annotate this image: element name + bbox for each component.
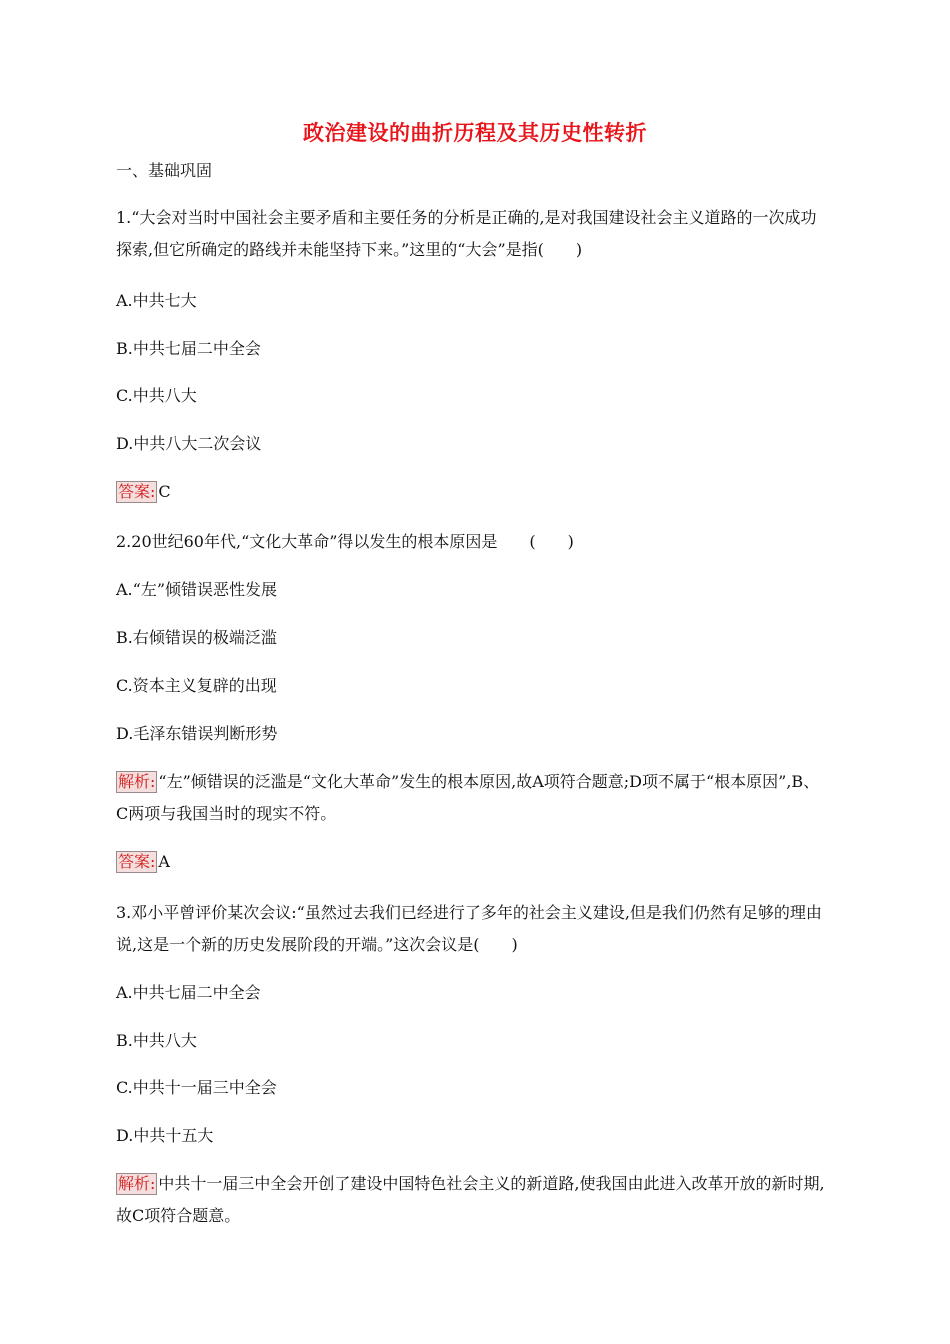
question-2-analysis: [116, 766, 828, 830]
answer-tag: 答案:: [118, 482, 156, 501]
question-2-stem: 2.20世纪60年代,“文化大革命”得以发生的根本原因是 ( ): [116, 532, 574, 551]
question-1-option-a: A.中共七大: [116, 291, 197, 310]
analysis-text: “左”倾错误的泛滥是“文化大革命”发生的根本原因,故A项符合题意;D项不属于“根本原因”,B、C两项与我国当时的现实不符。: [116, 772, 820, 823]
question-1-option-d: D.中共八大二次会议: [116, 434, 262, 453]
question-2-option-d: D.毛泽东错误判断形势: [116, 724, 278, 743]
answer-value: A: [158, 852, 170, 871]
question-2-option-b: B.右倾错误的极端泛滥: [116, 628, 277, 647]
answer-value: C: [158, 482, 171, 501]
question-3-stem: 3.邓小平曾评价某次会议:“虽然过去我们已经进行了多年的社会主义建设,但是我们仍然有足够的理由说,这是一个新的历史发展阶段的开端。”这次会议是( ): [116, 903, 822, 954]
analysis-tag: 解析:: [118, 772, 156, 791]
question-3-analysis: [116, 1168, 828, 1232]
question-3-option-c: C.中共十一届三中全会: [116, 1078, 277, 1097]
question-1-option-c: C.中共八大: [116, 386, 197, 405]
question-2-option-a: A.“左”倾错误恶性发展: [116, 580, 278, 599]
answer-tag: 答案:: [118, 852, 156, 871]
analysis-tag: 解析:: [118, 1174, 156, 1193]
question-3-option-d: D.中共十五大: [116, 1126, 214, 1145]
question-2-option-c: C.资本主义复辟的出现: [116, 676, 277, 695]
question-3-option-a: A.中共七届二中全会: [116, 983, 261, 1002]
question-1-answer: [116, 476, 836, 508]
question-2-answer: [116, 846, 836, 878]
analysis-text: 中共十一届三中全会开创了建设中国特色社会主义的新道路,使我国由此进入改革开放的新时期,故C项符合题意。: [116, 1174, 825, 1225]
document-title: 政治建设的曲折历程及其历史性转折: [303, 120, 647, 145]
question-1-option-b: B.中共七届二中全会: [116, 339, 261, 358]
section-heading: 一、基础巩固: [116, 161, 213, 180]
question-1-stem: 1.“大会对当时中国社会主要矛盾和主要任务的分析是正确的,是对我国建设社会主义道路的一次成功探索,但它所确定的路线并未能坚持下来。”这里的“大会”是指( ): [116, 208, 817, 259]
question-3-option-b: B.中共八大: [116, 1031, 197, 1050]
